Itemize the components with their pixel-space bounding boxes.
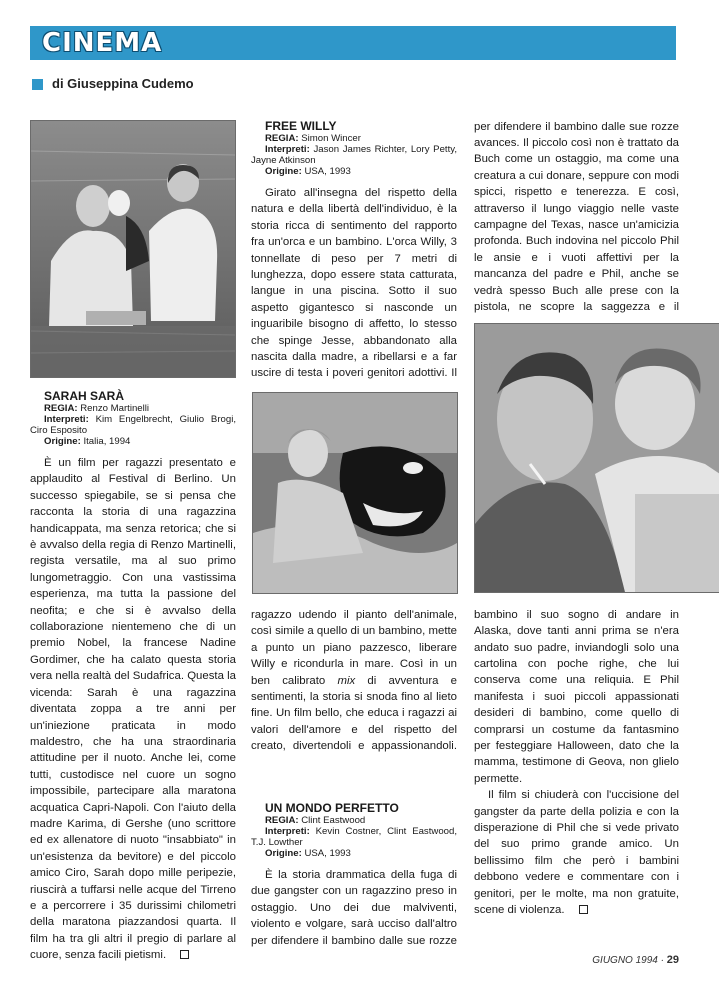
column-free-willy (251, 119, 457, 385)
credit-origine: Origine: USA, 1993 (265, 166, 351, 177)
credit-regia: REGIA: Clint Eastwood (265, 815, 366, 826)
column-un-mondo-perfetto-cont (474, 119, 679, 315)
article-text-continued: per difendere il bambino dalle sue rozze avances. Il piccolo così non è trattato da Buch come un ostaggio, ma come una creatura a cui donare, seppure con modi spicci, rispetto e tenerezza. E così, attraverso il lungo viaggio nelle vaste campagne del Texas, nasce un'amicizia profonda. Buch indovina nel piccolo Phil le ansie e i vuoti affettivi per la mancanza del padre e Phil, anche se vedrà spesso Buch alle prese con la pistola, ne scopre la saggezza e il (474, 120, 679, 314)
credit-origine: Origine: Italia, 1994 (44, 436, 131, 447)
film-title: UN MONDO PERFETTO (265, 801, 399, 815)
credit-interpreti: Interpreti: Jason James Richter, Lory Petty, Jayne Atkinson (251, 144, 457, 166)
byline-marker (32, 79, 43, 90)
credits-sarah-sara (30, 389, 236, 447)
article-text: È un film per ragazzi presentato e applaudito al Festival di Berlino. Un successo spiegabile, se si pensa che racconta la storia di una ragazzina handicappata, ma senza retorica; che si è avvalso della regia di Renzo Martinelli, regista versatile, ma al suo primo lungometraggio. Con una vastissima esperienza, ma tutta la passione del neofita; e che si è avvalso della collaborazione nientemeno che di un premio Nobel, la francese Nadine Gordimer, che ha calato questa storia vera nella realtà del Sudafrica. Questa la vicenda: Sarah è una ragazzina diventata zoppa a tre anni per un'iniezione praticata in modo maldestro, che ha una straordinaria attitudine per il nuoto. Anche lei, come tutti, custodisce nel cuore un sogno impossibile, partecipare alla maratona acquatica Capri-Napoli. Con l'aiuto della madre Karima, di Gershe (uno scrittore ed ex allenatore di nuoto "insabbiato" in un'esistenza da bevitore) e del piccolo amico Ciro, Sarah dopo mille peripezie, riuscirà a tuffarsi nelle acque del Tirreno e a percorrere i 35 durissimi chilometri della maratona piazzandosi quarta. Il film ha tra gli altri il pregio di parlare al cuore, senza facili pietismi. (30, 457, 236, 962)
end-mark (579, 905, 588, 914)
credits-free-willy (251, 119, 457, 177)
photo-un-mondo-perfetto (474, 323, 719, 593)
photo-un-mondo-perfetto-image (475, 324, 719, 592)
page-footer (592, 954, 679, 966)
article-text-continued: bambino il suo sogno di andare in Alaska, dove tanti anni prima se n'era andato suo padre, inviandogli solo una cartolina con poche righe, che lui conserva come una reliquia. E Phil manifesta i suoi piccoli appassionati desideri di bambino, come quello di comprarsi un costume da fantasmino per festeggiare Halloween, dato che la mamma, testimone di Geova, non glielo permette. (474, 608, 679, 785)
photo-free-willy-image (253, 393, 457, 593)
column-sarah-sara (30, 389, 236, 964)
end-mark (180, 950, 189, 959)
issue-label: GIUGNO 1994 · (592, 955, 664, 966)
film-title: FREE WILLY (265, 119, 337, 133)
free-willy-text-part1 (251, 185, 457, 385)
section-banner (30, 26, 676, 60)
article-text-closing: Il film si chiuderà con l'uccisione del gangster da parte della polizia e con la disperazione di Phil che si vede privato del suo primo grande amico. Un bellissimo film che però i bambini debbono vedere e commentare con i genitori, per le molte, ma non gratuite, scene di violenza. (474, 789, 679, 917)
article-text-continued: ragazzo udendo il pianto dell'animale, così simile a quello di un bambino, mette a punto un piano pazzesco, liberare Willy e ricondurla in mare. Così in un ben calibrato mix di avventura e sentimenti, la storia si snoda fino al lieto fine. Un film bello, che educa i ragazzi ai valori dell'amore e del rispetto del creato, divertendoli e appassionandoli. (251, 607, 457, 753)
photo-sarah-sara (30, 120, 236, 378)
page-number: 29 (666, 954, 679, 966)
section-title: CINEMA (42, 28, 163, 58)
credit-interpreti: Interpreti: Kevin Costner, Clint Eastwood, T.J. Lowther (251, 826, 457, 848)
credits-un-mondo-perfetto (251, 801, 457, 859)
column-un-mondo-perfetto (251, 801, 457, 947)
photo-free-willy (252, 392, 458, 594)
article-text: Girato all'insegna del rispetto della natura e della libertà dell'individuo, è la storia ricca di sentimento del rapporto fra un'orca e un bambino. L'orca Willy, 3 tonnellate di peso per 7 metri di lunghezza, dopo essere stata catturata, langue in una piscina. Sotto il suo aspetto gigantesco si nasconde un inguaribile bisogno di affetto, lo stesso che spinge Jesse, abbandonato alla nascita dalla madre, a ribellarsi e a far uscire di testa i poveri genitori adottivi. Il (251, 185, 457, 385)
credit-regia: REGIA: Renzo Martinelli (44, 403, 150, 414)
column-un-mondo-perfetto-end (474, 607, 679, 947)
credit-origine: Origine: USA, 1993 (265, 848, 351, 859)
column-free-willy-cont (251, 607, 457, 753)
credit-interpreti: Interpreti: Kim Engelbrecht, Giulio Brogi, Ciro Esposito (30, 414, 236, 436)
byline: di Giuseppina Cudemo (52, 76, 194, 91)
article-text: È la storia drammatica della fuga di due gangster con un ragazzino preso in ostaggio. Uno dei due malviventi, violento e volgare, sarà ucciso dall'altro per difendere il bambino dalle sue rozze (251, 869, 457, 947)
film-title: SARAH SARÀ (44, 389, 125, 403)
credit-regia: REGIA: Simon Wincer (265, 133, 361, 144)
photo-sarah-sara-image (31, 121, 235, 377)
